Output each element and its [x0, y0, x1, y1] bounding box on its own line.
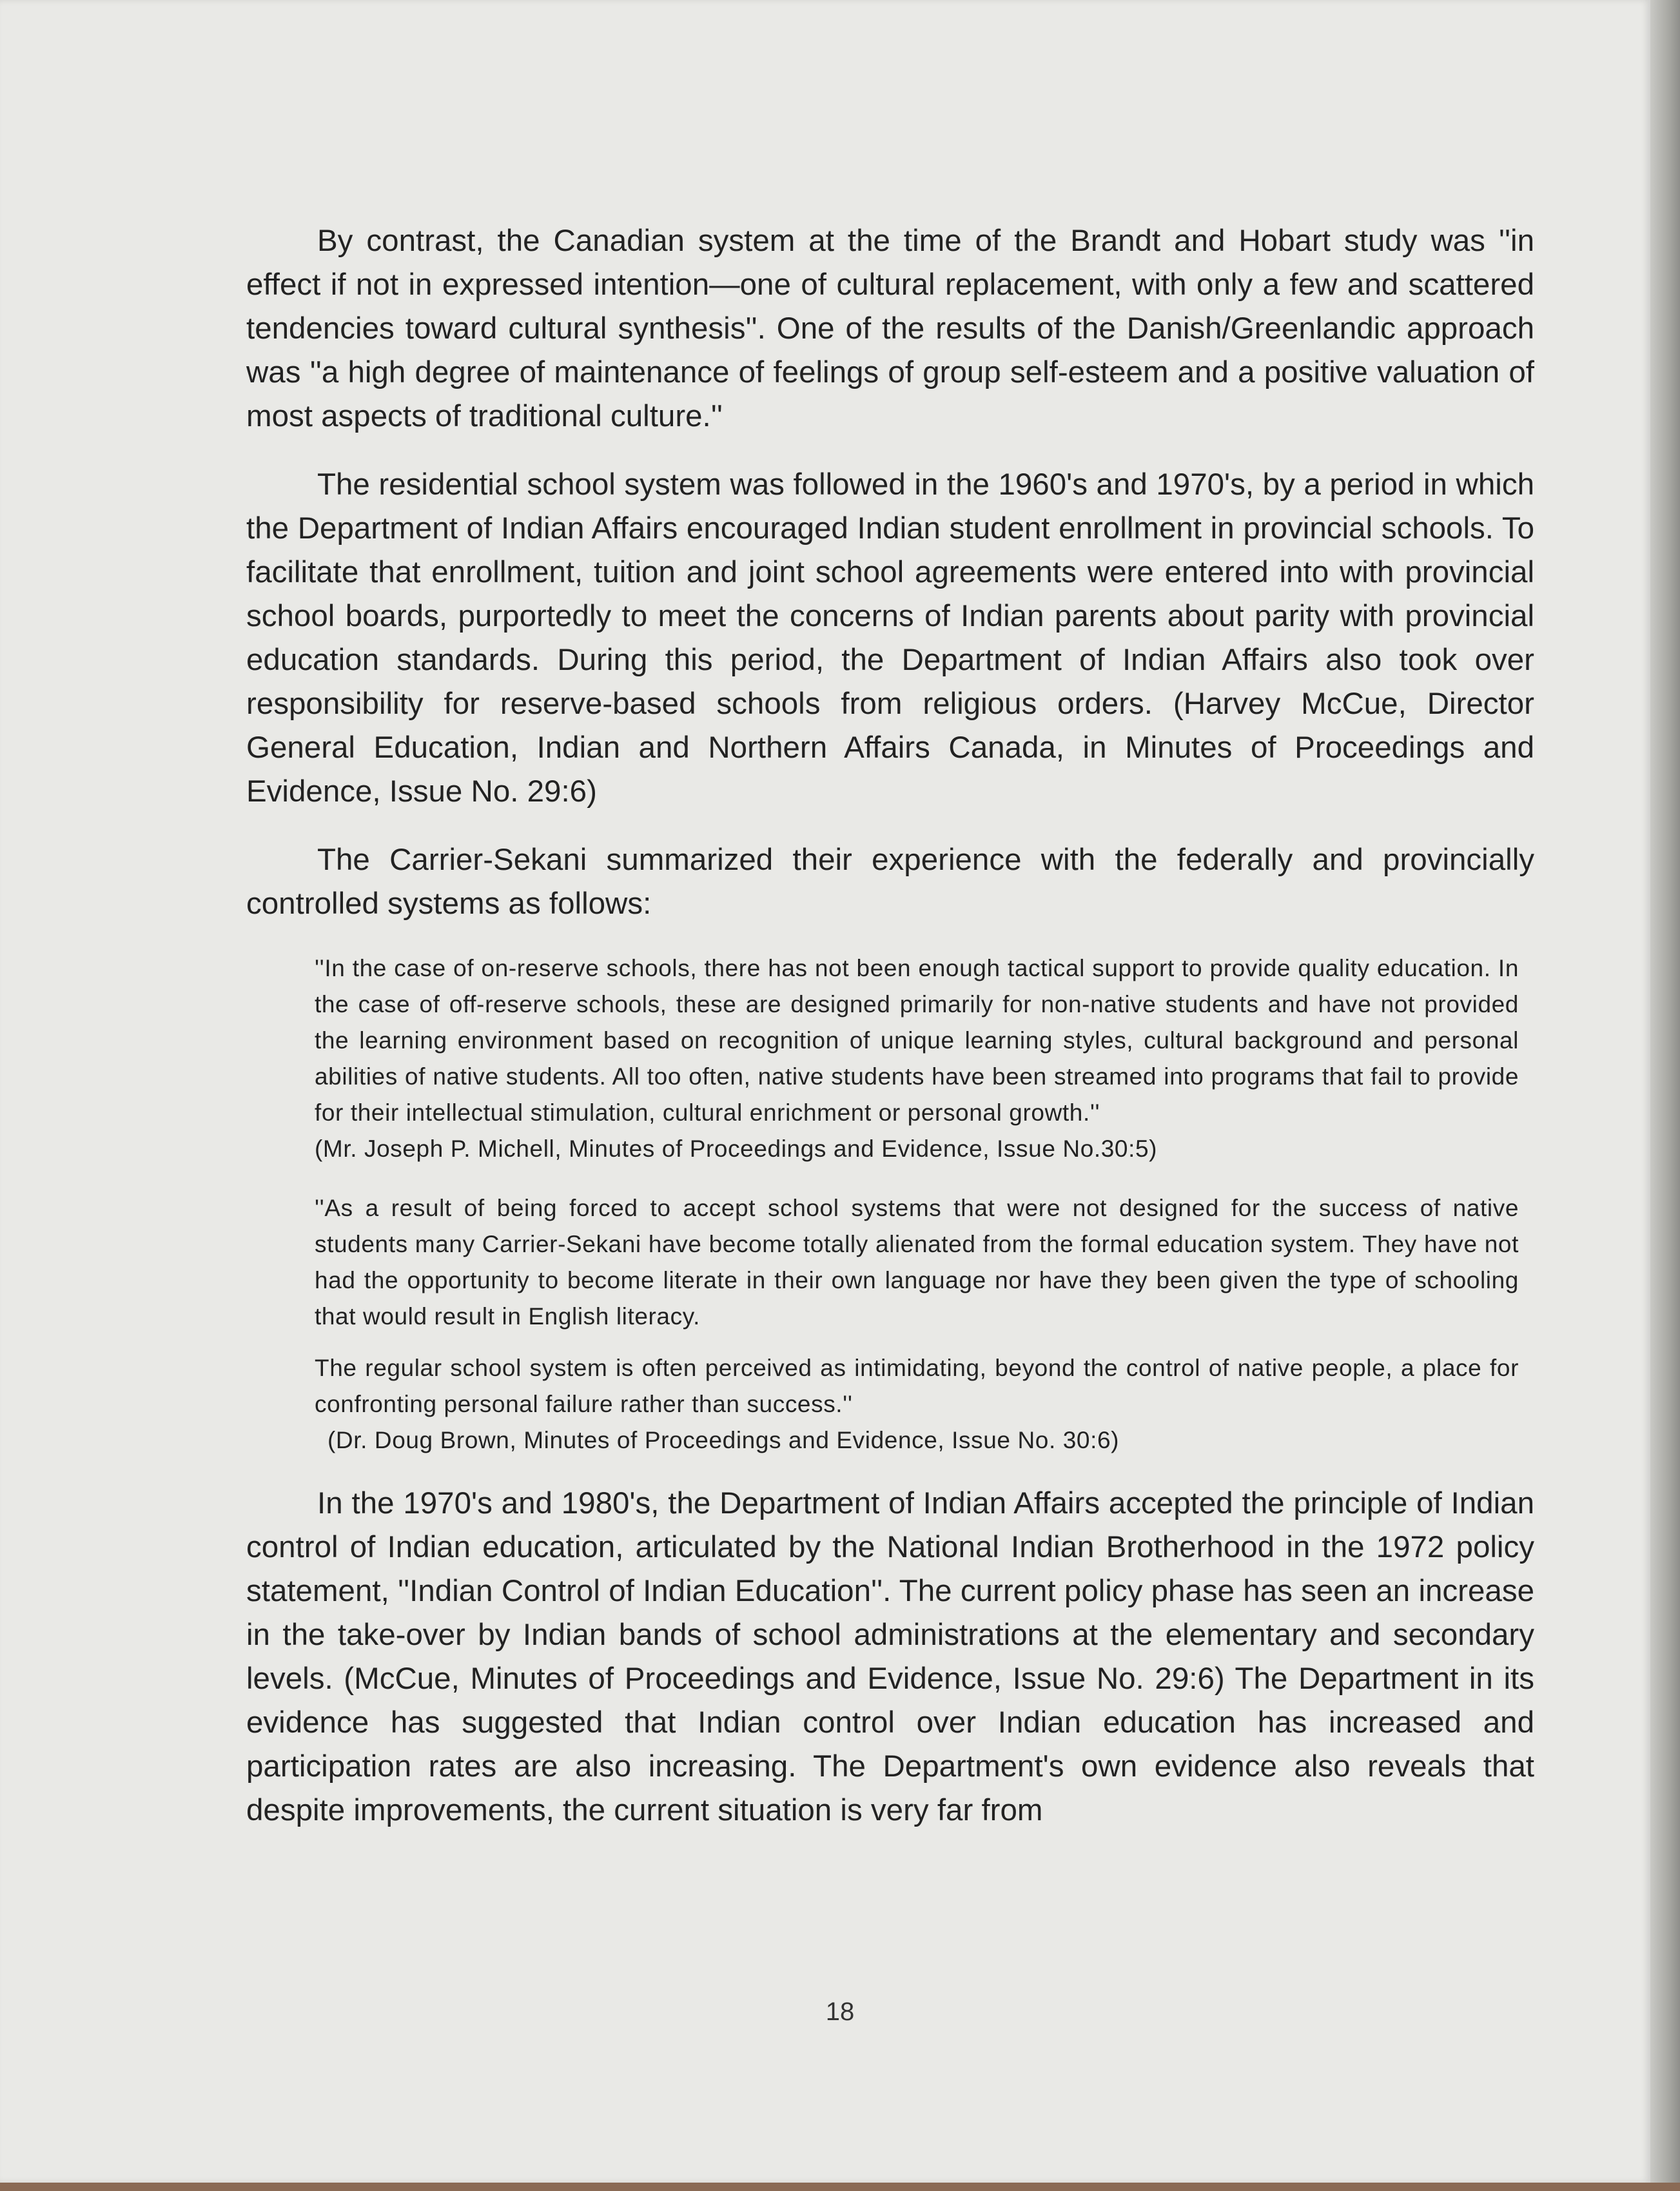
- quote-brown: [315, 1190, 1519, 1459]
- quote-michell-citation: (Mr. Joseph P. Michell, Minutes of Proceedings and Evidence, Issue No.30:5): [315, 1135, 1158, 1162]
- quote-brown-text-2: The regular school system is often perceived as intimidating, beyond the control of native people, a place for confronting personal failure rather than success.'': [315, 1355, 1519, 1417]
- quote-michell-text: ''In the case of on-reserve schools, there has not been enough tactical support to provide quality education. In the case of off-reserve schools, these are designed primarily for non-native students and have not provided the learning environment based on recognition of unique learning styles, cultural background and personal abilities of native students. All too often, native students have been streamed into programs that fail to provide for their intellectual stimulation, cultural enrichment or personal growth.'': [315, 955, 1519, 1126]
- paragraph-indian-control: In the 1970's and 1980's, the Department of Indian Affairs accepted the principle of Indian control of Indian education, articulated by the National Indian Brotherhood in the 1972 policy statement, ''Indian Control of Indian Education''. The current policy phase has seen an increase in the take-over by Indian bands of school administrations at the elementary and secondary levels. (McCue, Minutes of Proceedings and Evidence, Issue No. 29:6) The Department in its evidence has suggested that Indian control over Indian education has increased and participation rates are also increasing. The Department's own evidence also reveals that despite improvements, the current situation is very far from: [246, 1486, 1534, 1827]
- quote-brown-citation: (Dr. Doug Brown, Minutes of Proceedings and Evidence, Issue No. 30:6): [327, 1427, 1120, 1453]
- quote-michell: [315, 950, 1519, 1167]
- page-edge-shadow: [1650, 0, 1680, 2191]
- page-number: 18: [825, 1998, 855, 2026]
- quote-brown-text-1: ''As a result of being forced to accept school systems that were not designed for the success of native students many Carrier-Sekani have become totally alienated from the formal education system. They have not had the opportunity to become literate in their own language nor have they been given the type of schooling that would result in English literacy.: [315, 1195, 1519, 1330]
- scan-bottom-edge: [0, 2183, 1680, 2191]
- paragraph-residential-schools: The residential school system was followed in the 1960's and 1970's, by a period in which the Department of Indian Affairs encouraged Indian student enrollment in provincial schools. To facilitate that enrollment, tuition and joint school agreements were entered into with provincial school boards, purportedly to meet the concerns of Indian parents about parity with provincial education standards. During this period, the Department of Indian Affairs also took over responsibility for reserve-based schools from religious orders. (Harvey McCue, Director General Education, Indian and Northern Affairs Canada, in Minutes of Proceedings and Evidence, Issue No. 29:6): [246, 467, 1534, 809]
- page-content: [246, 219, 1534, 1857]
- paragraph-carrier-sekani-intro: The Carrier-Sekani summarized their experience with the federally and provincially controlled systems as follows:: [246, 843, 1534, 921]
- paragraph-brandt-hobart: By contrast, the Canadian system at the time of the Brandt and Hobart study was ''in effect if not in expressed intention—one of cultural replacement, with only a few and scattered tendencies toward cultural synthesis''. One of the results of the Danish/Greenlandic approach was ''a high degree of maintenance of feelings of group self-esteem and a positive valuation of most aspects of traditional culture.'': [246, 224, 1534, 433]
